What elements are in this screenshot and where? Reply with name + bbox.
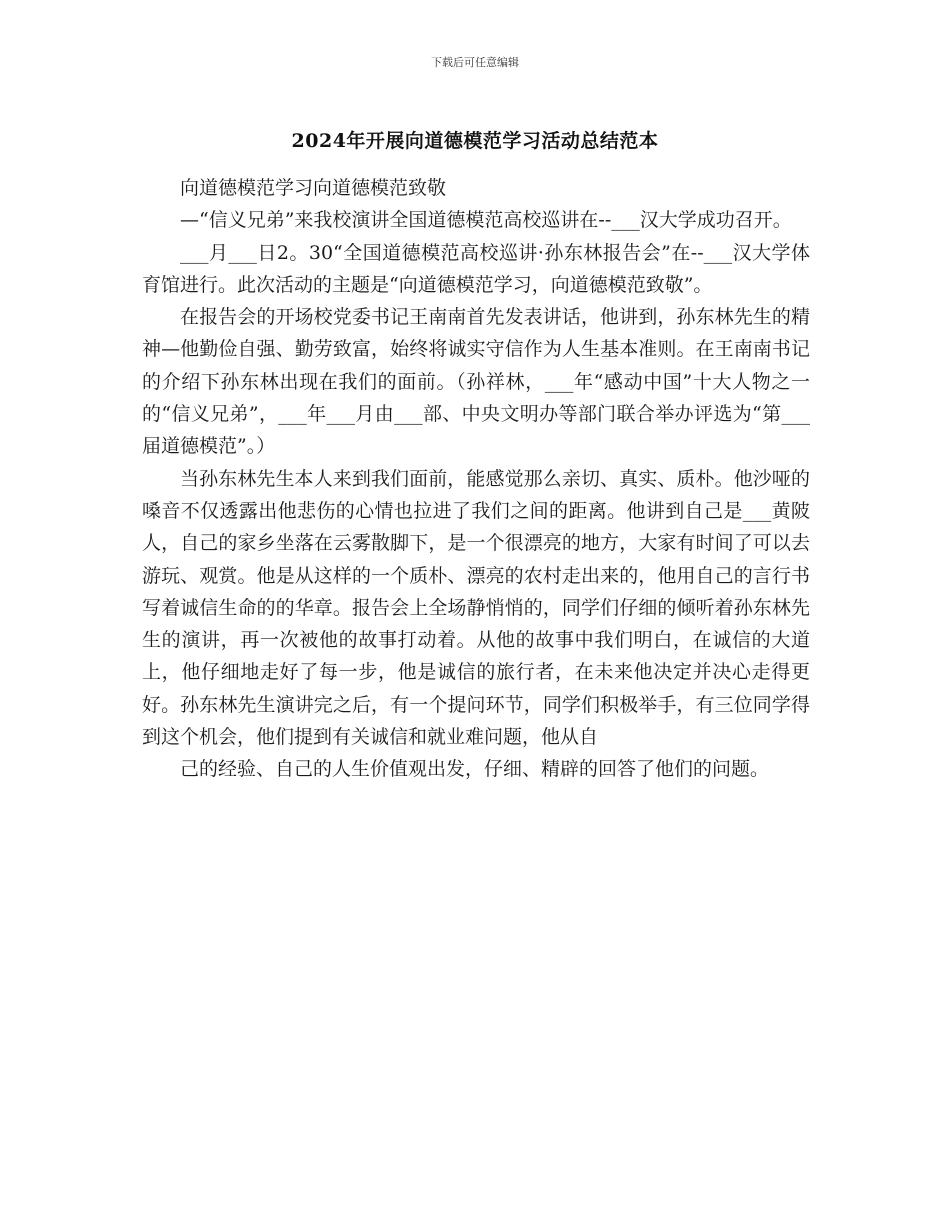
document-title: 2024年开展向道德模范学习活动总结范本 xyxy=(291,130,659,152)
paragraph-intro: —“信义兄弟”来我校演讲全国道德模范高校巡讲在--___汉大学成功召开。 xyxy=(180,209,792,232)
document-body xyxy=(142,172,810,786)
header-note: 下载后可任意编辑 xyxy=(431,56,519,69)
paragraph-opening: 在报告会的开场校党委书记王南南首先发表讲话，他讲到，孙东林先生的精神—他勤俭自强、勤劳致富，始终将诚实守信作为人生基本准则。在王南南书记的介绍下孙东林出现在我们的面前。（孙祥林，___年“感动中国”十大人物之一的“信义兄弟”，___年___月由___部、中央文明办等部门联合举办评选为“第___届道德模范”。） xyxy=(142,306,810,458)
paragraph-speech: 当孙东林先生本人来到我们面前，能感觉那么亲切、真实、质朴。他沙哑的嗓音不仅透露出他悲伤的心情也拉进了我们之间的距离。他讲到自己是___黄陂人，自己的家乡坐落在云雾散脚下，是一个很漂亮的地方，大家有时间了可以去游玩、观赏。他是从这样的一个质朴、漂亮的农村走出来的，他用自己的言行书写着诚信生命的的华章。报告会上全场静悄悄的，同学们仔细的倾听着孙东林先生的演讲，再一次被他的故事打动着。从他的故事中我们明白，在诚信的大道上，他仔细地走好了每一步，他是诚信的旅行者，在未来他决定并决心走得更好。孙东林先生演讲完之后，有一个提问环节，同学们积极举手，有三位同学得到这个机会，他们提到有关诚信和就业难问题，他从自 xyxy=(142,467,810,749)
paragraph-event: ___月___日2。30“全国道德模范高校巡讲·孙东林报告会”在--___汉大学体育馆进行。此次活动的主题是“向道德模范学习，向道德模范致敬”。 xyxy=(142,241,810,296)
paragraph-conclusion: 己的经验、自己的人生价值观出发，仔细、精辟的回答了他们的问题。 xyxy=(180,758,770,781)
paragraph-subtitle: 向道德模范学习向道德模范致敬 xyxy=(180,177,447,199)
